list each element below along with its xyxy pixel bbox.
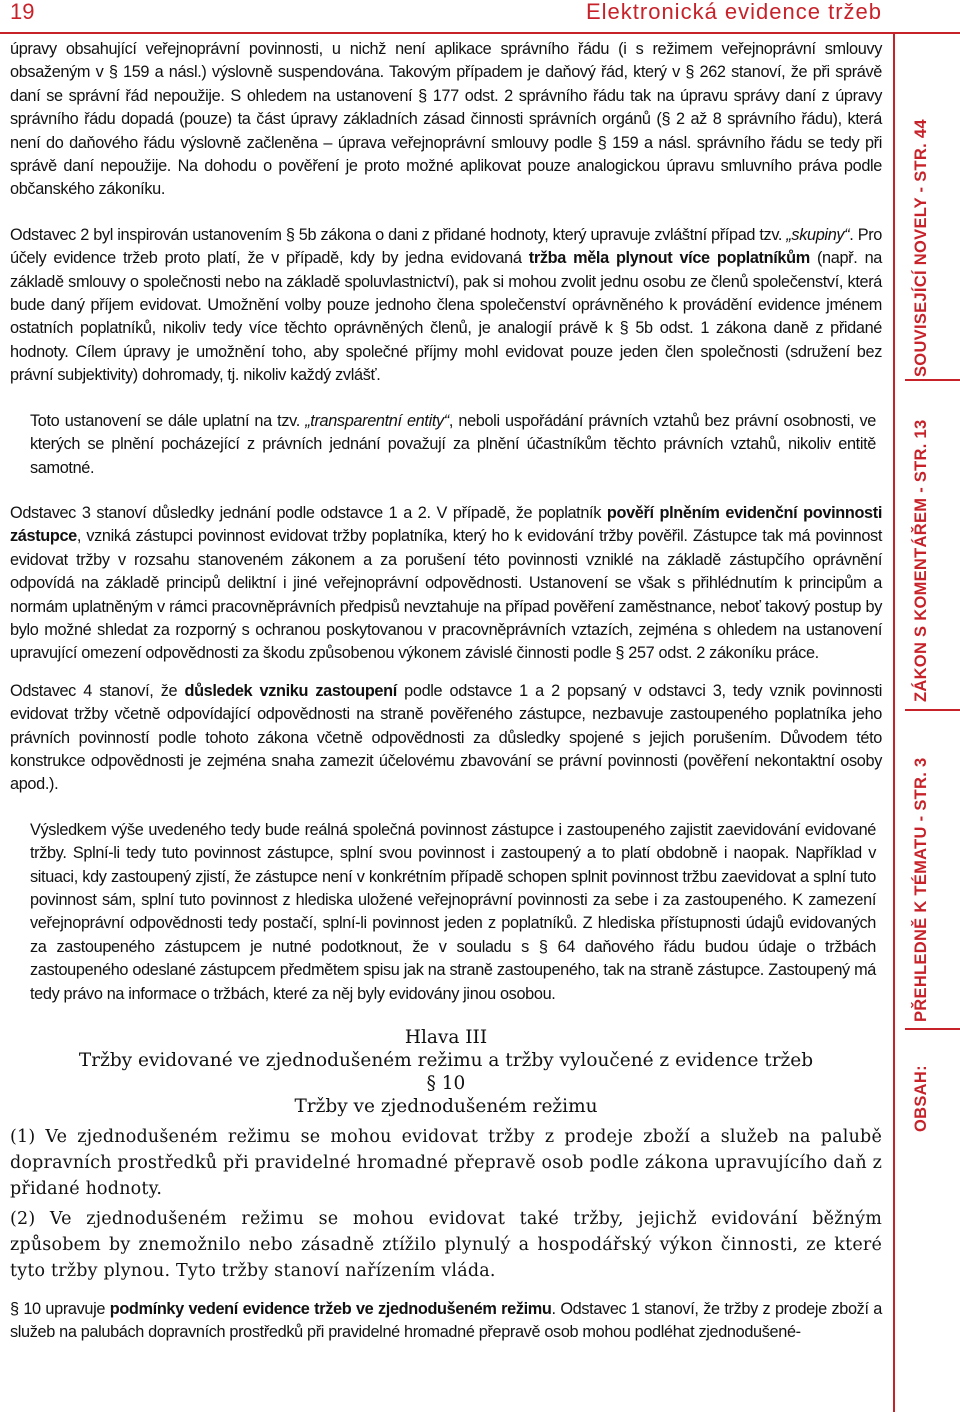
- page-header: [0, 0, 960, 34]
- chapter-heading: Hlava III: [404, 1027, 488, 1049]
- law-paragraph-2: (2) Ve zjednodušeném režimu se mohou evidovat také tržby, jejichž evidování běžným způsobem by znemožnilo nebo zásadně ztížilo plynulý a hospodářský výkon činnosti, ze které tyto tržby plynou. Tyto tržby stanoví nařízením vláda.: [10, 1209, 882, 1282]
- sidebar-divider: [905, 379, 960, 381]
- indented-paragraph: Toto ustanovení se dále uplatní na tzv. „transparentní entity“, neboli uspořádání právních vztahů bez právní osobnosti, ve kterých se plnění pocházející z právních jednání považují za plnění účastníkům těchto právních vztahů, nikoliv entitě samotné.: [30, 411, 876, 477]
- sidebar-divider: [905, 709, 960, 711]
- running-title: Elektronická evidence tržeb: [585, 0, 882, 24]
- sidebar-link-prehledne-k-tematu[interactable]: PŘEHLEDNĚ K TÉMATU - STR. 3: [912, 757, 930, 1022]
- commentary-paragraph: úpravy obsahující veřejnoprávní povinnosti, u nichž není aplikace správního řádu (i s režimem veřejnoprávní smlouvy obsaženým v § 159 a násl.) výslovně suspendována. Takovým případem je daňový řád, který v § 262 stanoví, že při správě daní se správní řád nepoužije. S ohledem na ustanovení § 177 odst. 2 správního řádu tak na úpravu správy daní z úpravy správního řádu dopadá (pouze) ta část úpravy základních zásad činnosti správních orgánů (§ 2 až 8 správního řádu), která není do daňového řádu výslovně začleněna – úprava veřejnoprávní smlouvy podle § 159 a násl. správního řádu se tedy při správě daní nepoužije. Na dohodu o pověření je proto možné aplikovat pouze analogickou úpravu smluvního práva podle občanského zákoníku.: [10, 40, 882, 199]
- sidebar-link-souvisejici-novely[interactable]: SOUVISEJÍCÍ NOVELY - STR. 44: [912, 119, 930, 377]
- section-number: § 10: [426, 1073, 466, 1095]
- bold-text: podmínky vedení evidence tržeb ve zjednodušeném režimu: [109, 1300, 552, 1319]
- sidebar-divider: [905, 1028, 960, 1030]
- page-number: 19: [10, 0, 35, 24]
- section-title: Tržby ve zjednodušeném režimu: [294, 1096, 598, 1118]
- emphasis-text: „skupiny“: [786, 225, 850, 244]
- chapter-title: Tržby evidované ve zjednodušeném režimu a tržby vyloučené z evidence tržeb: [78, 1050, 814, 1072]
- sidebar-link-zakon-s-komentarem[interactable]: ZÁKON S KOMENTÁŘEM - STR. 13: [912, 419, 930, 702]
- law-paragraph-1: (1) Ve zjednodušeném režimu se mohou evidovat tržby z prodeje zboží a služeb na palubě dopravních prostředků při pravidelné hromadné přepravě osob podle zákona upravujícího daň z přidané hodnoty.: [10, 1127, 882, 1200]
- commentary-paragraph: Odstavec 3 stanoví důsledky jednání podle odstavce 1 a 2. V případě, že poplatník pověří plněním evidenční povinnosti zástupce, vzniká zástupci povinnost evidovat tržby poplatníka, který ho k evidování tržby pověřil. Zástupce tak má povinnost evidovat tržby v rozsahu stanoveném zákonem a za porušení této povinnosti vzniklé na základě zástupčího oprávnění odpovídá na základě principů deliktní i jiné veřejnoprávní odpovědnosti. Ustanovení se však s přihlédnutím k principům a normám uplatněným v rámci pracovněprávních předpisů nevztahuje na případ pověření zaměstnance, neboť takový postup by bylo možné shledat za rozporný s ochranou poskytovanou v pracovněprávních vztazích, zejména s ohledem na ustanovení upravující omezení odpovědnosti za škodu způsobenou výkonem závislé činnosti podle § 257 odst. 2 zákoníku práce.: [10, 503, 882, 663]
- commentary-paragraph: Odstavec 4 stanoví, že důsledek vzniku zastoupení podle odstavce 1 a 2 popsaný v odstavci 3, tedy vznik povinnosti evidovat tržby včetně odpovídající odpovědnosti na straně pověřeného zástupce, nezbavuje zastoupeného poplatníka jeho právních povinností podle tohoto zákona včetně odpovědnosti za důsledky spojené s jejich porušením. Důvodem této konstrukce odpovědnosti je zejména snaha zamezit účelovému zbavování se právní povinnosti (pověření nekontaktní osoby apod.).: [10, 681, 882, 794]
- law-text: [10, 1026, 882, 1284]
- sidebar-link-obsah[interactable]: OBSAH:: [912, 1065, 930, 1132]
- commentary-paragraph: Odstavec 2 byl inspirován ustanovením § 5b zákona o dani z přidané hodnoty, který upravuje zvláštní případ tzv. „skupiny“. Pro účely evidence tržeb proto platí, že v případě, kdy by jedna evidovaná tržba měla plynout více poplatníkům (např. na základě smlouvy o společnosti nebo na základě spoluvlastnictví), pak si mohou zvolit jednu osobu ze členů společenství, která bude daný příjem evidovat. Umožnění volby pouze jednoho člena společenství oprávněného k provádění evidence jménem ostatních poplatníků, nikoliv tedy více těchto oprávněných členů, je analogií právě k § 5b odst. 1 zákona daně z přidané hodnoty. Cílem úpravy je umožnění toho, aby společné příjmy mohl evidovat pouze jeden člen společnosti (sdružení bez právní subjektivity) dohromady, tj. nikoliv každý zvlášť.: [10, 225, 882, 385]
- sidebar-navigation: [893, 32, 960, 1412]
- emphasis-text: „transparentní entity“: [305, 411, 449, 430]
- page-content: [10, 38, 882, 1345]
- commentary-paragraph: § 10 upravuje podmínky vedení evidence tržeb ve zjednodušeném režimu. Odstavec 1 stanoví, že tržby z prodeje zboží a služeb na palubách dopravních prostředků při pravidelné hromadné přepravě osob mohou podléhat zjednodušené-: [10, 1300, 882, 1342]
- indented-paragraph: Výsledkem výše uvedeného tedy bude reálná společná povinnost zástupce i zastoupeného zajistit zaevidování evidované tržby. Splní-li tedy tuto povinnost zástupce, splní svou povinnost i zastoupený a to platí obdobně i naopak. Například v situaci, kdy zastoupený zjistí, že zástupce není v konkrétním případě schopen splnit povinnost tržbu zaevidovat a splní tuto povinnost sám, splní tuto povinnost z hlediska uložené veřejnoprávní povinnosti za sebe i za zastoupeného. K zamezení veřejnoprávní odpovědnosti tedy postačí, splní-li povinnost jeden z poplatníků. Z hlediska přístupnosti údajů evidovaných za zastoupeného zástupcem je nutné podotknout, že v souladu s § 64 daňového řádu budou údaje o tržbách zastoupeného odeslané zástupcem předmětem spisu jak na straně zastoupeného, tak na straně zástupce. Zastoupený má tedy právo na informace o tržbách, které za něj byly evidovány jinou osobou.: [30, 820, 876, 1003]
- bold-text: tržba měla plynout více poplatníkům: [528, 249, 810, 268]
- bold-text: důsledek vzniku zastoupení: [184, 681, 397, 700]
- bold-text: pověří plněním evidenční povinnosti zástupce: [10, 503, 882, 546]
